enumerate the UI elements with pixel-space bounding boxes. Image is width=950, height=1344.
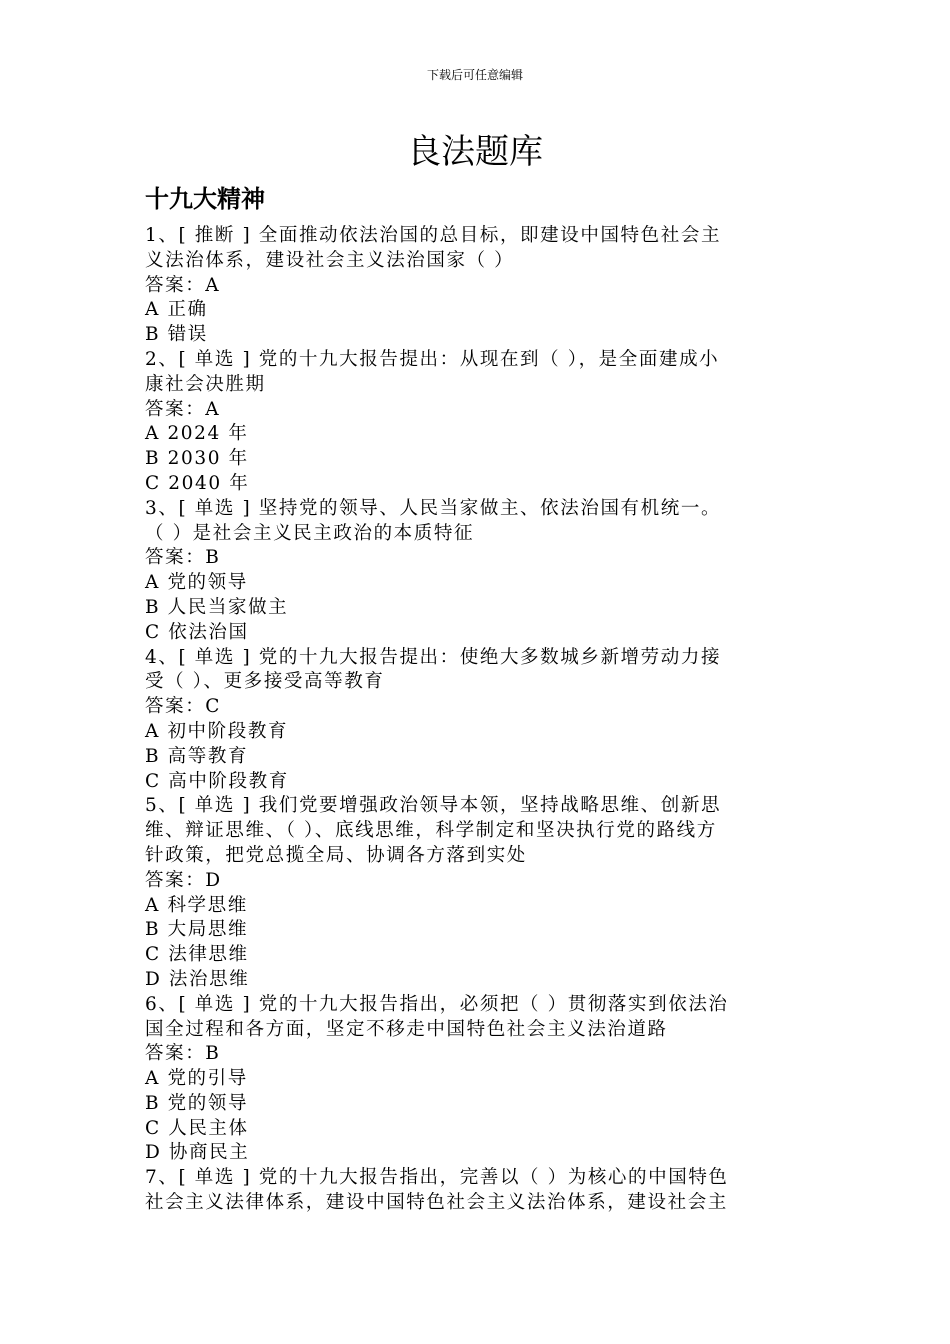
text-line: A 科学思维 [145,894,248,916]
text-line: A 正确 [145,299,208,321]
text-line: 5、[ 单选 ] 我们党要增强政治领导本领，坚持战略思维、创新思 [145,795,722,817]
text-line: 答案：D [145,869,222,891]
text-line: 2、[ 单选 ] 党的十九大报告提出：从现在到（ ），是全面建成小 [145,348,720,370]
text-line: 1、[ 推断 ] 全面推动依法治国的总目标，即建设中国特色社会主 [145,225,722,246]
text-line: 针政策，把党总揽全局、协调各方落到实处 [145,844,527,866]
text-line: C 依法治国 [145,621,249,643]
text-line: 义法治体系，建设社会主义法治国家（ ） [145,249,515,271]
text-line: B 高等教育 [145,745,249,767]
text-line: 3、[ 单选 ] 坚持党的领导、人民当家做主、依法治国有机统一。 [145,497,722,519]
text-line: C 2040 年 [145,472,250,494]
text-line: B 人民当家做主 [145,596,289,618]
text-line: 答案：A [145,274,221,296]
header-note: 下载后可任意编辑 [426,68,523,82]
text-line: 康社会决胜期 [145,373,266,395]
text-line: B 2030 年 [145,448,249,470]
text-line: B 党的领导 [145,1092,249,1114]
text-line: A 2024 年 [145,423,249,445]
text-line: 答案：C [145,696,222,718]
text-line: C 高中阶段教育 [145,770,289,792]
text-line: 答案：A [145,398,221,420]
text-line: 答案：B [145,1043,221,1065]
text-line: 4、[ 单选 ] 党的十九大报告提出：使绝大多数城乡新增劳动力接 [145,646,722,668]
text-line: 受（ ）、更多接受高等教育 [145,671,385,693]
text-line: A 初中阶段教育 [145,720,289,742]
document-title: 良法题库 [407,132,543,172]
text-line: A 党的引导 [145,1068,248,1090]
text-line: 6、[ 单选 ] 党的十九大报告指出，必须把（ ）贯彻落实到依法治 [145,993,729,1015]
text-line: D 协商民主 [145,1142,250,1164]
text-line: C 法律思维 [145,944,249,966]
text-line: （ ）是社会主义民主政治的本质特征 [145,522,475,544]
text-line: 答案：B [145,547,221,569]
text-line: A 党的领导 [145,572,248,594]
text-line: 7、[ 单选 ] 党的十九大报告指出，完善以（ ）为核心的中国特色 [145,1167,729,1189]
question-list [145,224,810,1216]
text-line: D 法治思维 [145,968,250,990]
text-line: B 大局思维 [145,919,249,941]
text-line: 维、辩证思维、（ ）、底线思维，科学制定和坚决执行党的路线方 [145,820,717,842]
text-line: 国全过程和各方面，坚定不移走中国特色社会主义法治道路 [145,1018,668,1040]
text-line: C 人民主体 [145,1117,249,1139]
section-title: 十九大精神 [145,185,265,213]
text-line: B 错误 [145,324,208,346]
text-line: 社会主义法律体系，建设中国特色社会主义法治体系，建设社会主 [145,1192,728,1214]
